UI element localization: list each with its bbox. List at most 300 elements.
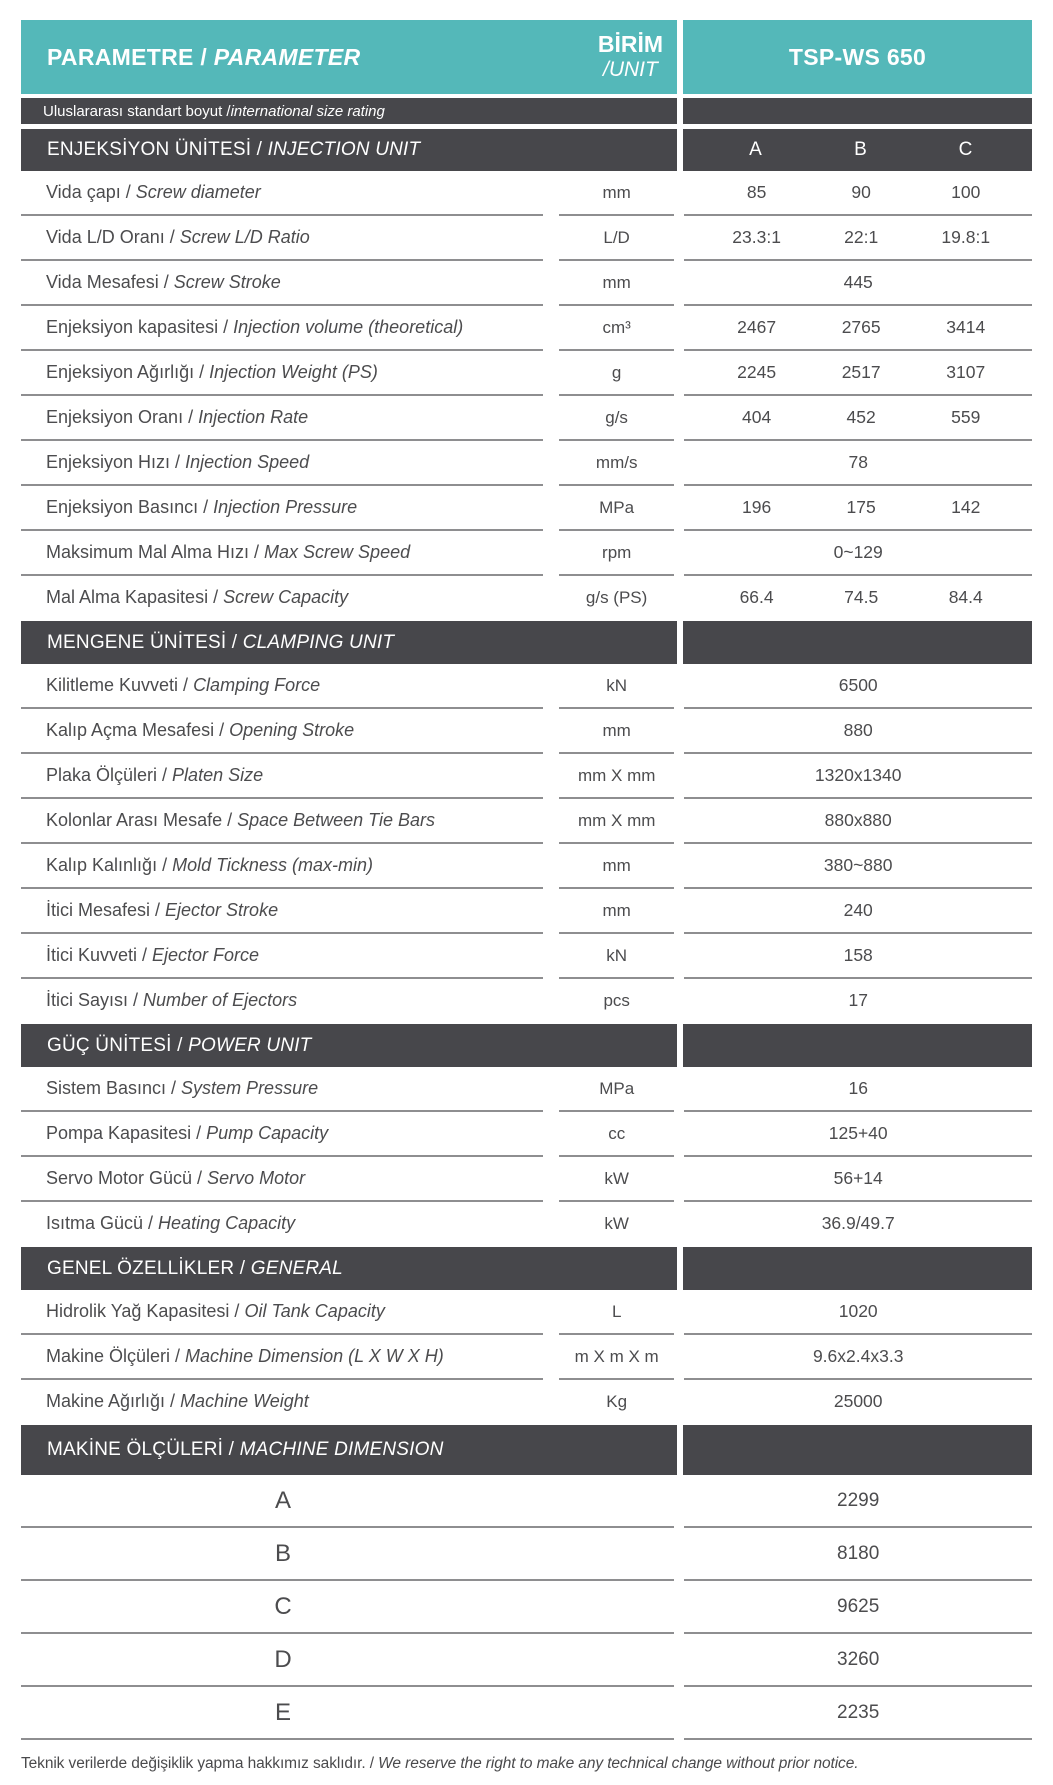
param-label-tr: Enjeksiyon Basıncı /: [46, 497, 214, 517]
value-cell: [684, 261, 1032, 306]
section-title-block: [21, 1247, 677, 1290]
cell-gap: [543, 486, 559, 531]
spec-row: [21, 1380, 1032, 1425]
cell-gap: [674, 889, 684, 934]
section-bar-right: [683, 621, 1032, 664]
value: 6500: [838, 675, 878, 695]
cell-gap: [543, 351, 559, 396]
section-title-en: GENERAL: [250, 1257, 343, 1279]
param-label-tr: Enjeksiyon Ağırlığı /: [46, 362, 210, 382]
value-cell: [684, 1335, 1032, 1380]
cell-gap: [674, 1475, 684, 1528]
param-cell: [21, 1067, 543, 1112]
column-header-b: B: [854, 139, 867, 160]
section-title-tr: MAKİNE ÖLÇÜLERİ /: [47, 1439, 240, 1460]
cell-gap: [543, 1380, 559, 1425]
value: 2765: [841, 317, 881, 337]
cell-gap: [674, 306, 684, 351]
param-label-en: Screw diameter: [135, 182, 261, 202]
param-label-en: Oil Tank Capacity: [244, 1301, 385, 1321]
footer-note: [21, 1755, 1032, 1773]
param-cell: [21, 351, 543, 396]
unit-cell: L/D: [559, 216, 675, 261]
param-label-tr: İtici Sayısı /: [46, 990, 144, 1010]
cell-gap: [674, 216, 684, 261]
param-cell: [21, 441, 543, 486]
unit-cell: rpm: [559, 531, 675, 576]
dimension-value: 3260: [837, 1648, 880, 1670]
value: 880: [843, 720, 873, 740]
subheader-left: [21, 98, 677, 124]
cell-gap: [543, 709, 559, 754]
value: 142: [951, 497, 981, 517]
param-cell: [21, 171, 543, 216]
value-cell: [684, 979, 1032, 1024]
spec-row: [21, 486, 1032, 531]
section-title: [47, 1439, 444, 1461]
param-label-tr: İtici Mesafesi /: [46, 900, 166, 920]
param-label-tr: Maksimum Mal Alma Hızı /: [46, 542, 265, 562]
section-title-en: INJECTION UNIT: [267, 139, 421, 160]
value-cell: [684, 799, 1032, 844]
param-label-tr: Mal Alma Kapasitesi /: [46, 587, 224, 607]
section-bar: [21, 129, 1032, 171]
value: 0~129: [833, 542, 883, 562]
value-cell: [684, 1112, 1032, 1157]
cell-gap: [543, 1335, 559, 1380]
value: 240: [843, 900, 873, 920]
cell-gap: [674, 1112, 684, 1157]
value-cell: [684, 396, 1032, 441]
value: 22:1: [844, 227, 879, 247]
cell-gap: [674, 1687, 684, 1740]
param-label-en: Clamping Force: [193, 675, 321, 695]
value-cell: [684, 486, 1032, 531]
spec-row: [21, 1290, 1032, 1335]
param-cell: [21, 934, 543, 979]
footer-note-en: We reserve the right to make any technical change without prior notice.: [378, 1755, 859, 1772]
cell-gap: [543, 664, 559, 709]
param-label-tr: Kilitleme Kuvveti /: [46, 675, 194, 695]
cell-gap: [543, 844, 559, 889]
section-bar-right: [683, 1024, 1032, 1067]
cell-gap: [674, 844, 684, 889]
param-cell: [21, 1157, 543, 1202]
param-cell: [21, 396, 543, 441]
unit-cell: kN: [559, 664, 675, 709]
param-label-en: System Pressure: [181, 1078, 319, 1098]
param-label-tr: Servo Motor Gücü /: [46, 1168, 208, 1188]
section-title: [47, 139, 420, 161]
spec-row: [21, 171, 1032, 216]
cell-gap: [543, 889, 559, 934]
value-cell: [684, 1157, 1032, 1202]
cell-gap: [543, 979, 559, 1024]
dimension-label: B: [274, 1539, 291, 1567]
cell-gap: [543, 171, 559, 216]
page-title-tr: PARAMETRE /: [47, 43, 214, 70]
value-cell: [684, 934, 1032, 979]
subheader-right: [683, 98, 1032, 124]
section-title-tr: GÜÇ ÜNİTESİ /: [47, 1034, 189, 1056]
param-label-tr: Makine Ağırlığı /: [46, 1391, 181, 1411]
section-bar: [21, 1425, 1032, 1475]
value-cell: [684, 531, 1032, 576]
param-label-tr: Enjeksiyon Oranı /: [46, 407, 199, 427]
value: 36.9/49.7: [821, 1213, 895, 1233]
param-label-tr: Vida L/D Oranı /: [46, 227, 180, 247]
dimension-value: 9625: [837, 1595, 880, 1617]
param-label-en: Machine Weight: [180, 1391, 309, 1411]
value: 125+40: [828, 1123, 888, 1143]
unit-cell: L: [559, 1290, 675, 1335]
section-title-block: [21, 621, 677, 664]
value: 19.8:1: [941, 227, 991, 247]
value: 74.5: [844, 587, 879, 607]
section-title-en: POWER UNIT: [188, 1034, 312, 1056]
unit-cell: mm: [559, 844, 675, 889]
param-label-tr: Sistem Basıncı /: [46, 1078, 182, 1098]
value-cell: [684, 441, 1032, 486]
value: 2245: [737, 362, 777, 382]
unit-cell: mm: [559, 171, 675, 216]
value-cell: [684, 844, 1032, 889]
unit-column-header-line2: /UNIT: [603, 58, 658, 82]
param-cell: [21, 1380, 543, 1425]
param-cell: [21, 979, 543, 1024]
value: 158: [843, 945, 873, 965]
value-cell: [684, 1067, 1032, 1112]
dimension-label-cell: [21, 1528, 674, 1581]
value: 2467: [737, 317, 777, 337]
unit-column-header: [598, 32, 663, 81]
param-cell: [21, 531, 543, 576]
spec-row: [21, 754, 1032, 799]
cell-gap: [543, 1202, 559, 1247]
spec-row: [21, 934, 1032, 979]
param-label-tr: Kalıp Kalınlığı /: [46, 855, 173, 875]
value: 66.4: [739, 587, 774, 607]
cell-gap: [674, 486, 684, 531]
param-label-en: Injection Weight (PS): [209, 362, 378, 382]
unit-cell: cc: [559, 1112, 675, 1157]
value-cell: [684, 889, 1032, 934]
param-label-en: Pump Capacity: [206, 1123, 329, 1143]
column-header-a: A: [749, 139, 762, 160]
param-label-en: Injection Speed: [185, 452, 310, 472]
param-cell: [21, 1335, 543, 1380]
param-label-en: Opening Stroke: [229, 720, 355, 740]
table-header: [21, 20, 1032, 94]
value: 100: [951, 182, 981, 202]
value-cell: [684, 664, 1032, 709]
spec-row: [21, 396, 1032, 441]
param-cell: [21, 306, 543, 351]
param-label-en: Platen Size: [172, 765, 264, 785]
value-cell: [684, 306, 1032, 351]
value-cell: [684, 709, 1032, 754]
param-cell: [21, 799, 543, 844]
spec-row: [21, 531, 1032, 576]
column-header-c: C: [958, 139, 973, 160]
cell-gap: [543, 1157, 559, 1202]
param-label-en: Servo Motor: [207, 1168, 306, 1188]
cell-gap: [674, 979, 684, 1024]
section-title-tr: MENGENE ÜNİTESİ /: [47, 631, 243, 653]
value: 56+14: [833, 1168, 883, 1188]
param-label-en: Screw Capacity: [223, 587, 349, 607]
dimension-label: E: [274, 1698, 291, 1726]
param-label-en: Number of Ejectors: [143, 990, 298, 1010]
table-header-left: [21, 20, 677, 94]
value: 85: [746, 182, 767, 202]
section-bar: [21, 1247, 1032, 1290]
section-bar: [21, 621, 1032, 664]
unit-cell: m X m X m: [559, 1335, 675, 1380]
cell-gap: [674, 1380, 684, 1425]
cell-gap: [674, 664, 684, 709]
unit-cell: mm: [559, 709, 675, 754]
param-cell: [21, 576, 543, 621]
cell-gap: [543, 1112, 559, 1157]
cell-gap: [674, 441, 684, 486]
cell-gap: [543, 576, 559, 621]
param-label-en: Injection Rate: [198, 407, 309, 427]
value: 2517: [841, 362, 881, 382]
section-title: [47, 632, 394, 654]
dimension-label: C: [274, 1592, 292, 1620]
subheader-en: international size rating: [230, 102, 385, 120]
param-label-en: Injection volume (theoretical): [233, 317, 464, 337]
param-cell: [21, 754, 543, 799]
cell-gap: [543, 531, 559, 576]
param-label-en: Max Screw Speed: [264, 542, 411, 562]
dimension-label: D: [274, 1645, 292, 1673]
section-title-block: [21, 1024, 677, 1067]
unit-cell: g/s (PS): [585, 587, 648, 607]
spec-row: [21, 1335, 1032, 1380]
unit-column-header-line1: BİRİM: [597, 31, 663, 58]
cell-gap: [543, 396, 559, 441]
cell-gap: [543, 441, 559, 486]
spec-row: [21, 979, 1032, 1024]
spec-row: [21, 441, 1032, 486]
param-cell: [21, 844, 543, 889]
param-cell: [21, 261, 543, 306]
spec-row: [21, 889, 1032, 934]
param-label-tr: Pompa Kapasitesi /: [46, 1123, 207, 1143]
value: 1320x1340: [814, 765, 902, 785]
spec-table: [21, 20, 1032, 1773]
cell-gap: [543, 799, 559, 844]
value: 90: [851, 182, 871, 202]
cell-gap: [674, 1290, 684, 1335]
value-cell: [684, 1475, 1032, 1528]
unit-cell: g/s: [559, 396, 675, 441]
value-cell: [684, 216, 1032, 261]
value: 196: [741, 497, 772, 517]
spec-row: [21, 306, 1032, 351]
value-cell: [684, 1290, 1032, 1335]
param-label-tr: Vida Mesafesi /: [46, 272, 174, 292]
unit-cell: mm/s: [559, 441, 675, 486]
param-label-tr: Plaka Ölçüleri /: [46, 765, 173, 785]
cell-gap: [674, 754, 684, 799]
value-cell: [684, 1581, 1032, 1634]
unit-cell: MPa: [559, 1067, 675, 1112]
cell-gap: [543, 1067, 559, 1112]
param-cell: [21, 1202, 543, 1247]
value-cell: [684, 1634, 1032, 1687]
spec-sections: [21, 129, 1032, 1740]
dimension-value: 2299: [837, 1489, 880, 1511]
param-label-en: Machine Dimension (L X W X H): [185, 1346, 444, 1366]
footer-note-tr: Teknik verilerde değişiklik yapma hakkımız saklıdır. /: [21, 1755, 379, 1772]
param-label-tr: Makine Ölçüleri /: [46, 1346, 186, 1366]
unit-cell: mm X mm: [559, 754, 675, 799]
spec-row: [21, 1067, 1032, 1112]
param-label-tr: Hidrolik Yağ Kapasitesi /: [46, 1301, 245, 1321]
dimension-label-cell: [21, 1634, 674, 1687]
subheader-row: [21, 98, 1032, 124]
value: 445: [843, 272, 873, 292]
spec-row: [21, 664, 1032, 709]
unit-cell: Kg: [606, 1391, 628, 1411]
section-title-block: [21, 1425, 677, 1475]
dimension-value: 8180: [837, 1542, 880, 1564]
dimension-row: [21, 1687, 1032, 1740]
spec-row: [21, 351, 1032, 396]
dimension-label: A: [274, 1486, 291, 1514]
section-title-block: [21, 129, 677, 171]
param-label-en: Space Between Tie Bars: [237, 810, 436, 830]
unit-cell: mm X mm: [559, 799, 675, 844]
param-label-en: Screw Stroke: [173, 272, 281, 292]
cell-gap: [674, 799, 684, 844]
cell-gap: [543, 306, 559, 351]
cell-gap: [674, 1202, 684, 1247]
param-label-tr: Kalıp Açma Mesafesi /: [46, 720, 230, 740]
param-cell: [21, 216, 543, 261]
spec-row: [21, 216, 1032, 261]
cell-gap: [674, 351, 684, 396]
param-label-tr: İtici Kuvveti /: [46, 945, 153, 965]
cell-gap: [674, 934, 684, 979]
dimension-label-cell: [21, 1687, 674, 1740]
cell-gap: [674, 576, 684, 621]
unit-cell: kW: [604, 1213, 629, 1233]
unit-cell: kW: [559, 1157, 675, 1202]
unit-cell: mm: [559, 261, 675, 306]
cell-gap: [543, 1290, 559, 1335]
param-label-en: Ejector Force: [152, 945, 260, 965]
spec-row: [21, 1112, 1032, 1157]
section-title: [47, 1258, 343, 1280]
unit-cell: kN: [559, 934, 675, 979]
param-label-tr: Kolonlar Arası Mesafe /: [46, 810, 238, 830]
value-cell: [684, 171, 1032, 216]
unit-cell: cm³: [559, 306, 675, 351]
section-bar-right: [683, 1247, 1032, 1290]
spec-row: [21, 1202, 1032, 1247]
value: 17: [848, 990, 868, 1010]
param-cell: [21, 486, 543, 531]
param-label-en: Mold Tickness (max-min): [172, 855, 373, 875]
cell-gap: [674, 531, 684, 576]
param-label-en: Injection Pressure: [213, 497, 358, 517]
value: 9.6x2.4x3.3: [812, 1346, 904, 1366]
cell-gap: [543, 934, 559, 979]
section-title-tr: ENJEKSİYON ÜNİTESİ /: [47, 139, 268, 160]
cell-gap: [674, 1634, 684, 1687]
dimension-row: [21, 1581, 1032, 1634]
spec-row: [21, 1157, 1032, 1202]
value: 175: [846, 497, 876, 517]
dimension-label-cell: [21, 1475, 674, 1528]
cell-gap: [674, 1335, 684, 1380]
value: 404: [741, 407, 772, 427]
spec-row: [21, 576, 1032, 621]
cell-gap: [543, 261, 559, 306]
value: 16: [848, 1078, 868, 1098]
spec-row: [21, 799, 1032, 844]
cell-gap: [543, 754, 559, 799]
param-cell: [21, 664, 543, 709]
param-cell: [21, 709, 543, 754]
param-label-en: Ejector Stroke: [165, 900, 279, 920]
cell-gap: [674, 709, 684, 754]
param-label-tr: Enjeksiyon kapasitesi /: [46, 317, 234, 337]
value-cell: [684, 1202, 1032, 1247]
spec-row: [21, 844, 1032, 889]
unit-cell: pcs: [603, 990, 630, 1010]
cell-gap: [674, 1528, 684, 1581]
cell-gap: [674, 1067, 684, 1112]
cell-gap: [543, 216, 559, 261]
value: 380~880: [823, 855, 893, 875]
param-label-tr: Vida çapı /: [46, 182, 136, 202]
value: 25000: [833, 1391, 883, 1411]
param-cell: [21, 1112, 543, 1157]
value: 452: [846, 407, 876, 427]
value-cell: [684, 754, 1032, 799]
section-title-tr: GENEL ÖZELLİKLER /: [47, 1257, 251, 1279]
param-cell: [21, 889, 543, 934]
cell-gap: [674, 1157, 684, 1202]
dimension-row: [21, 1475, 1032, 1528]
model-header: TSP-WS 650: [683, 20, 1032, 94]
value-cell: [684, 1687, 1032, 1740]
cell-gap: [674, 396, 684, 441]
value: 3414: [946, 317, 986, 337]
unit-cell: g: [559, 351, 675, 396]
page-title: [21, 44, 360, 71]
value: 3107: [946, 362, 986, 382]
unit-cell: mm: [559, 889, 675, 934]
value: 880x880: [824, 810, 892, 830]
section-title-en: CLAMPING UNIT: [242, 631, 395, 653]
value-cell: [684, 351, 1032, 396]
section-title: [47, 1035, 311, 1057]
cell-gap: [674, 261, 684, 306]
cell-gap: [674, 1581, 684, 1634]
param-label-en: Heating Capacity: [158, 1213, 296, 1233]
value-cell: [684, 576, 1032, 621]
value-cell: [684, 1528, 1032, 1581]
section-bar-right: [683, 129, 1032, 171]
section-bar: [21, 1024, 1032, 1067]
dimension-label-cell: [21, 1581, 674, 1634]
